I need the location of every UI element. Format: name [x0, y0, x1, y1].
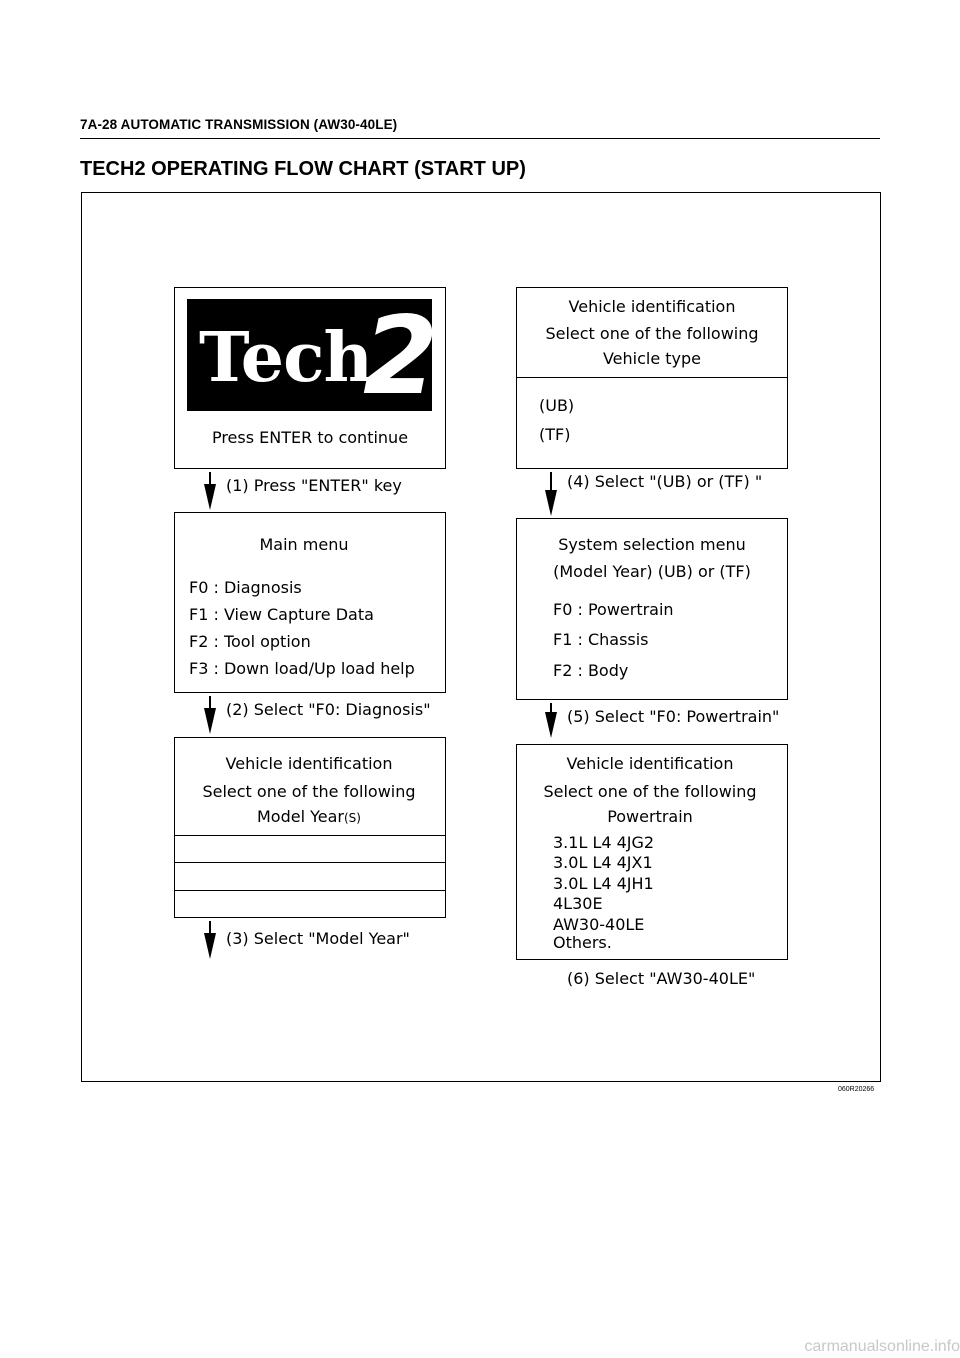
menu-item-chassis: F1 : Chassis	[553, 630, 649, 649]
select-instruction: Select one of the following	[545, 324, 759, 343]
tech2-logo-word: Tech	[199, 318, 372, 398]
tech2-logo-number: 2	[363, 294, 439, 419]
watermark: carmanualsonline.info	[804, 1338, 960, 1355]
arrow-down-icon	[204, 933, 216, 959]
menu-item-tool-option: F2 : Tool option	[189, 632, 311, 651]
vehicle-identification-label: Vehicle identification	[225, 754, 393, 773]
option-ub: (UB)	[539, 396, 575, 415]
arrow-step4-line	[550, 472, 552, 490]
model-year-label	[175, 807, 443, 828]
vehicle-identification-label: Vehicle identification	[568, 297, 736, 316]
figure-reference-code: 060R20266	[838, 1086, 875, 1093]
press-enter-prompt: Press ENTER to continue	[211, 428, 409, 447]
arrow-down-icon	[545, 490, 557, 516]
arrow-down-icon	[204, 708, 216, 734]
step5-label: (5) Select "F0: Powertrain"	[567, 707, 780, 726]
system-selection-subheading: (Model Year) (UB) or (TF)	[553, 562, 751, 581]
others-option: Others.	[553, 933, 612, 952]
arrow-down-icon	[204, 484, 216, 510]
list-divider	[175, 862, 445, 863]
transmission-option: AW30-40LE	[553, 915, 645, 934]
menu-item-download-upload-help: F3 : Down load/Up load help	[189, 659, 415, 678]
system-selection-menu-box	[516, 518, 788, 700]
main-menu-box	[174, 512, 446, 693]
engine-option: 3.0L L4 4JH1	[553, 874, 654, 893]
step1-label: (1) Press "ENTER" key	[226, 476, 402, 495]
header-rule	[80, 138, 880, 139]
arrow-down-icon	[545, 712, 557, 738]
page-header: 7A-28 AUTOMATIC TRANSMISSION (AW30-40LE)	[80, 117, 398, 132]
menu-item-view-capture-data: F1 : View Capture Data	[189, 605, 374, 624]
menu-item-body: F2 : Body	[553, 661, 629, 680]
system-selection-heading: System selection menu	[558, 535, 746, 554]
step2-label: (2) Select "F0: Diagnosis"	[226, 700, 431, 719]
header-divider	[517, 377, 787, 378]
list-divider	[175, 890, 445, 891]
model-year-suffix: (S)	[344, 811, 361, 825]
engine-option: 3.1L L4 4JG2	[553, 833, 655, 852]
powertrain-selection-box	[516, 744, 788, 960]
vehicle-type-selection-box	[516, 287, 788, 469]
engine-option: 3.0L L4 4JX1	[553, 853, 653, 872]
step3-label: (3) Select "Model Year"	[226, 929, 410, 948]
vehicle-identification-label: Vehicle identification	[566, 754, 734, 773]
model-year-selection-box	[174, 737, 446, 918]
menu-item-powertrain: F0 : Powertrain	[553, 600, 674, 619]
powertrain-label: Powertrain	[607, 807, 693, 826]
list-divider	[175, 835, 445, 836]
select-instruction: Select one of the following	[543, 782, 757, 801]
main-menu-heading: Main menu	[259, 535, 349, 554]
step6-label: (6) Select "AW30-40LE"	[567, 969, 756, 988]
select-instruction: Select one of the following	[202, 782, 416, 801]
page-title: TECH2 OPERATING FLOW CHART (START UP)	[80, 158, 526, 180]
menu-item-diagnosis: F0 : Diagnosis	[189, 578, 302, 597]
transmission-option: 4L30E	[553, 894, 603, 913]
option-tf: (TF)	[539, 425, 571, 444]
step4-label: (4) Select "(UB) or (TF) "	[567, 472, 763, 491]
tech2-start-screen-box	[174, 287, 446, 469]
vehicle-type-label: Vehicle type	[602, 349, 702, 368]
tech2-logo	[187, 294, 439, 419]
model-year-text: Model Year	[257, 807, 344, 826]
